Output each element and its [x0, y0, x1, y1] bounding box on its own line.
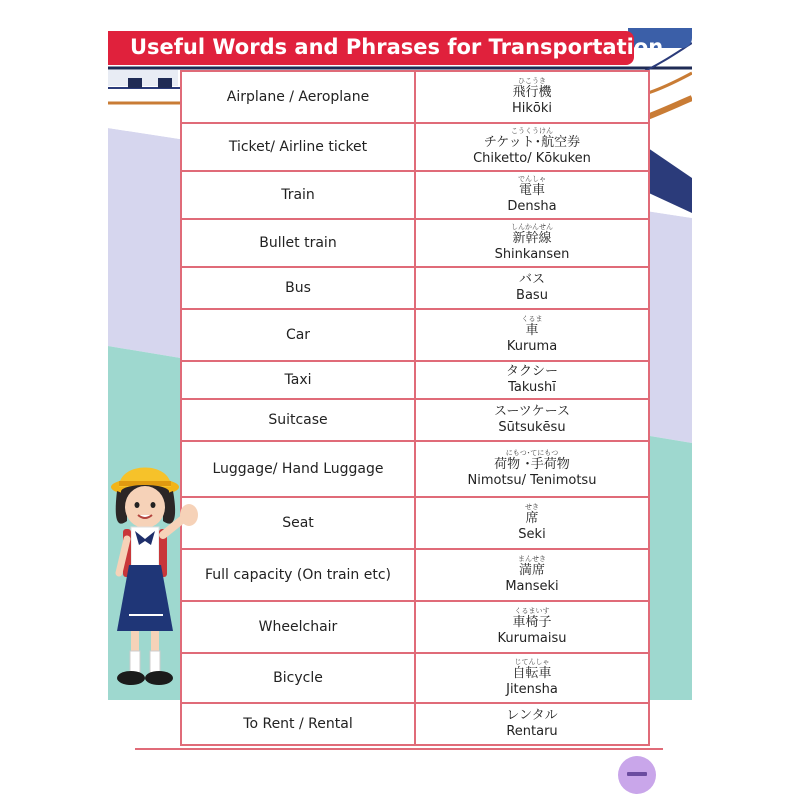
english-term: Car: [181, 309, 415, 361]
japanese-term-cell: [415, 399, 649, 441]
furigana: じてんしゃ: [514, 658, 550, 666]
table-row: [181, 549, 649, 601]
japanese-term: 席: [525, 511, 539, 526]
romaji-term: Kurumaisu: [497, 631, 567, 646]
japanese-term: 電車: [518, 183, 545, 198]
japanese-term: スーツケース: [493, 404, 571, 419]
japanese-term-cell: [415, 267, 649, 309]
romaji-term: Kuruma: [506, 339, 558, 354]
table-row: [181, 219, 649, 267]
japanese-term: 満席: [518, 563, 545, 578]
table-row: [181, 71, 649, 123]
english-term: Bus: [181, 267, 415, 309]
furigana: にもつ･てにもつ: [505, 449, 559, 457]
japanese-term: 新幹線: [512, 231, 552, 246]
romaji-term: Rentaru: [506, 724, 558, 739]
japanese-term-cell: [415, 171, 649, 219]
english-term: Full capacity (On train etc): [181, 549, 415, 601]
romaji-term: Chiketto/ Kōkuken: [473, 151, 591, 166]
romaji-term: Nimotsu/ Tenimotsu: [467, 473, 597, 488]
japanese-term-cell: [415, 123, 649, 171]
japanese-term: チケット･航空券: [483, 135, 581, 150]
english-term: Ticket/ Airline ticket: [181, 123, 415, 171]
furigana: くるま: [521, 315, 543, 323]
table-row: [181, 361, 649, 399]
japanese-term: 車: [525, 323, 539, 338]
bottom-divider: [135, 748, 663, 750]
vocabulary-table: [180, 70, 650, 746]
japanese-term-cell: [415, 361, 649, 399]
japanese-term: 車椅子: [512, 615, 552, 630]
english-term: Bullet train: [181, 219, 415, 267]
romaji-term: Densha: [507, 199, 557, 214]
table-row: [181, 399, 649, 441]
table-row: [181, 441, 649, 497]
japanese-term: レンタル: [506, 708, 558, 723]
romaji-term: Sūtsukēsu: [498, 420, 566, 435]
schoolgirl-illustration: [105, 455, 215, 700]
furigana: まんせき: [518, 555, 546, 563]
english-term: Airplane / Aeroplane: [181, 71, 415, 123]
furigana: こうくうけん: [511, 127, 553, 135]
table-row: [181, 703, 649, 745]
table-row: [181, 309, 649, 361]
japanese-term-cell: [415, 309, 649, 361]
english-term: Luggage/ Hand Luggage: [181, 441, 415, 497]
vocabulary-table-body: [181, 71, 649, 745]
furigana: せき: [525, 503, 539, 511]
japanese-term-cell: [415, 219, 649, 267]
japanese-term-cell: [415, 497, 649, 549]
title-banner: [108, 31, 664, 65]
table-row: [181, 497, 649, 549]
brand-logo-icon: [618, 756, 656, 794]
romaji-term: Takushī: [508, 380, 556, 395]
table-row: [181, 123, 649, 171]
japanese-term-cell: [415, 549, 649, 601]
romaji-term: Shinkansen: [494, 247, 570, 262]
japanese-term-cell: [415, 653, 649, 703]
english-term: Seat: [181, 497, 415, 549]
table-row: [181, 653, 649, 703]
english-term: Taxi: [181, 361, 415, 399]
furigana: でんしゃ: [518, 175, 546, 183]
romaji-term: Jitensha: [506, 682, 558, 697]
romaji-term: Basu: [516, 288, 548, 303]
english-term: To Rent / Rental: [181, 703, 415, 745]
romaji-term: Hikōki: [511, 101, 552, 116]
furigana: くるまいす: [514, 607, 550, 615]
japanese-term-cell: [415, 71, 649, 123]
japanese-term: 荷物 ･手荷物: [494, 457, 570, 472]
english-term: Bicycle: [181, 653, 415, 703]
english-term: Suitcase: [181, 399, 415, 441]
japanese-term-cell: [415, 601, 649, 653]
english-term: Train: [181, 171, 415, 219]
table-row: [181, 601, 649, 653]
furigana: しんかんせん: [511, 223, 553, 231]
japanese-term: タクシー: [505, 364, 558, 379]
brand-logo: [618, 756, 656, 794]
japanese-term-cell: [415, 441, 649, 497]
japanese-term: 飛行機: [512, 85, 552, 100]
romaji-term: Manseki: [505, 579, 559, 594]
japanese-term: 自転車: [512, 666, 552, 681]
table-row: [181, 267, 649, 309]
romaji-term: Seki: [518, 527, 546, 542]
page-title: Useful Words and Phrases for Transportation: [130, 35, 664, 59]
furigana: ひこうき: [518, 77, 546, 85]
english-term: Wheelchair: [181, 601, 415, 653]
japanese-term-cell: [415, 703, 649, 745]
japanese-term: バス: [518, 272, 545, 287]
table-row: [181, 171, 649, 219]
